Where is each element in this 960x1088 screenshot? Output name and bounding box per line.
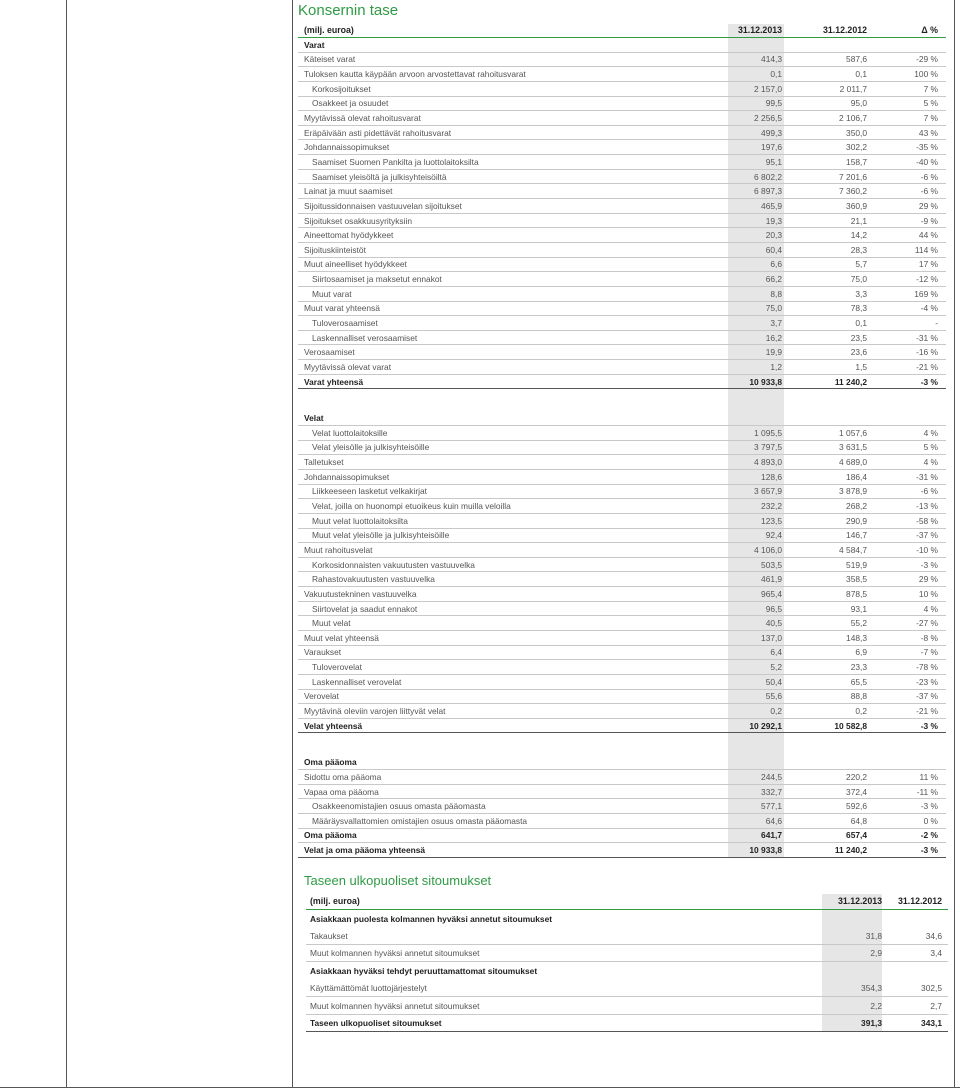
row-value-2013: 16,2 [765, 332, 782, 343]
row-label: Asiakkaan hyväksi tehdyt peruuttamattomat sitoumukset [310, 966, 538, 977]
row-value-2012: 878,5 [846, 588, 867, 599]
balance-row [298, 345, 946, 360]
row-value-2013: 4 893,0 [754, 457, 782, 468]
row-value-2012: 65,5 [850, 676, 867, 687]
balance-row [298, 675, 946, 690]
balance-row [298, 690, 946, 705]
balance-row [298, 499, 946, 514]
row-value-2013: 6 897,3 [754, 186, 782, 197]
row-label: Muut varat yhteensä [304, 303, 380, 314]
balance-row [298, 199, 946, 214]
row-label: Lainat ja muut saamiset [304, 186, 393, 197]
balance-row [298, 331, 946, 346]
frame-line-left [66, 0, 67, 1088]
row-value-2012: 7 201,6 [839, 171, 867, 182]
row-value-change: -27 % [916, 618, 938, 629]
balance-row [298, 441, 946, 456]
row-label: Tuloksen kautta käypään arvoon arvostettavat rahoitusvarat [304, 69, 526, 80]
row-value-2012: 2 106,7 [839, 113, 867, 124]
row-value-2012: 146,7 [846, 530, 867, 541]
row-value-2013: 10 933,8 [749, 376, 782, 387]
row-value-change: -12 % [916, 274, 938, 285]
offbalance-table [306, 894, 948, 1033]
row-value-2012: 587,6 [846, 54, 867, 65]
row-label: Oma pääoma [304, 830, 357, 841]
balance-row [298, 529, 946, 544]
row-value-2013: 19,9 [765, 347, 782, 358]
balance-row [298, 287, 946, 302]
row-value-2013: 4 106,0 [754, 544, 782, 555]
row-label: Korkosijoitukset [312, 83, 371, 94]
row-value-2013: 10 933,8 [749, 845, 782, 856]
row-label: Rahastovakuutusten vastuuvelka [312, 574, 435, 585]
row-label: Osakkeenomistajien osuus omasta pääomasta [312, 801, 486, 812]
row-value-2012: 3 878,9 [839, 486, 867, 497]
row-value-2012: 11 240,2 [834, 376, 867, 387]
row-label: Laskennalliset verovelat [312, 676, 402, 687]
offbalance-title: Taseen ulkopuoliset sitoumukset [304, 872, 492, 888]
row-label: Myytävinä oleviin varojen liittyvät velat [304, 706, 446, 716]
row-value-2012: 3,3 [855, 288, 867, 299]
row-value-change: 169 % [914, 288, 938, 299]
row-value-change: 10 % [918, 588, 938, 599]
balance-row [298, 82, 946, 97]
row-label: Velat ja oma pääoma yhteensä [304, 845, 426, 856]
row-label: Talletukset [304, 457, 344, 468]
row-value-2013: 2,2 [870, 1000, 882, 1011]
row-value-2013: 0,1 [770, 69, 782, 80]
row-value-2013: 123,5 [761, 515, 782, 526]
row-value-2012: 657,4 [846, 830, 867, 841]
row-value-change: -9 % [920, 215, 938, 226]
row-value-change: -4 % [920, 303, 938, 314]
row-value-2013: 99,5 [765, 98, 782, 109]
row-value-2013: 64,6 [765, 815, 782, 826]
row-value-2012: 148,3 [846, 632, 867, 643]
balance-row [298, 558, 946, 573]
row-label: Muut kolmannen hyväksi annetut sitoumukset [310, 1000, 480, 1011]
row-value-2013: 0,2 [770, 706, 782, 716]
balance-row [298, 572, 946, 587]
row-value-2012: 360,9 [846, 200, 867, 211]
row-value-2012: 93,1 [850, 603, 867, 614]
row-value-change: -21 % [916, 706, 938, 716]
balance-row [298, 814, 946, 829]
row-value-2013: 55,6 [765, 691, 782, 702]
row-value-2012: 372,4 [846, 786, 867, 797]
row-value-change: -40 % [916, 156, 938, 167]
balance-row [298, 243, 946, 258]
row-value-change: -78 % [916, 662, 938, 673]
balance-row [298, 543, 946, 558]
row-value-2013: 461,9 [761, 574, 782, 585]
balance-row [298, 602, 946, 617]
document-content [298, 0, 946, 1032]
row-value-change: -2 % [920, 830, 938, 841]
row-label: Velat yleisölle ja julkisyhteisöille [312, 442, 430, 453]
row-value-2012: 220,2 [846, 771, 867, 782]
row-value-change: -23 % [916, 676, 938, 687]
row-label: Muut velat yleisölle ja julkisyhteisöille [312, 530, 450, 541]
row-value-2012: 95,0 [850, 98, 867, 109]
row-value-2013: 66,2 [765, 274, 782, 285]
row-value-2013: 5,2 [770, 662, 782, 673]
row-label: Velat, joilla on huonompi etuoikeus kuin muilla veloilla [312, 501, 511, 512]
balance-row [298, 375, 946, 390]
balance-row [298, 455, 946, 470]
row-value-2012: 64,8 [850, 815, 867, 826]
row-value-2013: 641,7 [761, 830, 782, 841]
row-value-2013: 2 256,5 [754, 113, 782, 124]
offbalance-header-2012: 31.12.2012 [897, 896, 942, 907]
offbalance-header-unit: (milj. euroa) [310, 896, 360, 907]
offbalance-header-2013: 31.12.2013 [837, 896, 882, 907]
balance-row [298, 360, 946, 375]
row-value-change: -8 % [920, 632, 938, 643]
row-value-2013: 6 802,2 [754, 171, 782, 182]
row-label: Käteiset varat [304, 54, 356, 65]
row-value-2013: 137,0 [761, 632, 782, 643]
row-label: Myytävissä olevat rahoitusvarat [304, 113, 421, 124]
row-value-2012: 5,7 [855, 259, 867, 270]
row-value-change: -58 % [916, 515, 938, 526]
balance-row [298, 616, 946, 631]
balance-header-2012: 31.12.2012 [822, 24, 867, 35]
row-label: Taseen ulkopuoliset sitoumukset [310, 1018, 442, 1029]
balance-row [298, 272, 946, 287]
row-value-change: 44 % [918, 230, 938, 241]
row-value-2013: 965,4 [761, 588, 782, 599]
balance-row [298, 170, 946, 185]
row-label: Asiakkaan puolesta kolmannen hyväksi annetut sitoumukset [310, 913, 553, 924]
row-value-2012: 302,2 [846, 142, 867, 153]
row-value-2012: 55,2 [850, 618, 867, 629]
row-label: Velat [304, 413, 324, 424]
balance-row [298, 258, 946, 273]
row-label: Muut kolmannen hyväksi annetut sitoumukset [310, 948, 480, 959]
row-value-change: -10 % [916, 544, 938, 555]
balance-row [298, 53, 946, 68]
row-value-2013: 499,3 [761, 127, 782, 138]
row-value-change: 17 % [918, 259, 938, 270]
offbalance-row [306, 1015, 948, 1033]
row-value-2013: 232,2 [761, 501, 782, 512]
balance-sheet-table [298, 22, 946, 858]
row-value-change: 4 % [923, 427, 938, 438]
row-value-2012: 268,2 [846, 501, 867, 512]
row-value-2012: 23,5 [850, 332, 867, 343]
balance-row [298, 829, 946, 844]
row-value-2013: 75,0 [765, 303, 782, 314]
row-label: Siirtosaamiset ja maksetut ennakot [312, 274, 442, 285]
balance-row [298, 155, 946, 170]
row-label: Varaukset [304, 647, 342, 658]
row-value-2012: 186,4 [846, 471, 867, 482]
balance-header-unit: (milj. euroa) [304, 24, 354, 35]
balance-row [298, 785, 946, 800]
row-value-2013: 414,3 [761, 54, 782, 65]
row-value-change: -3 % [920, 845, 938, 856]
row-value-2012: 1,5 [855, 361, 867, 372]
balance-row [298, 411, 946, 426]
row-value-2013: 2,9 [870, 948, 882, 959]
row-value-2012: 2,7 [930, 1000, 942, 1011]
row-value-2012: 592,6 [846, 801, 867, 812]
row-value-2013: 197,6 [761, 142, 782, 153]
row-value-2013: 1,2 [770, 361, 782, 372]
row-label: Eräpäivään asti pidettävät rahoitusvarat [304, 127, 452, 138]
balance-header-row [298, 22, 946, 38]
row-label: Oma pääoma [304, 757, 357, 768]
row-value-change: -35 % [916, 142, 938, 153]
row-value-2012: 290,9 [846, 515, 867, 526]
row-value-2012: 78,3 [850, 303, 867, 314]
row-label: Takaukset [310, 930, 348, 941]
row-label: Sijoitussidonnaisen vastuuvelan sijoitukset [304, 200, 462, 211]
row-value-2012: 11 240,2 [834, 845, 867, 856]
row-value-2013: 3,7 [770, 317, 782, 328]
row-value-2013: 577,1 [761, 801, 782, 812]
row-value-2013: 2 157,0 [754, 83, 782, 94]
row-value-change: -29 % [916, 54, 938, 65]
row-value-2013: 31,8 [865, 930, 882, 941]
row-label: Osakkeet ja osuudet [312, 98, 389, 109]
offbalance-row [306, 945, 948, 963]
row-value-2012: 358,5 [846, 574, 867, 585]
row-value-2013: 128,6 [761, 471, 782, 482]
balance-row [298, 228, 946, 243]
row-value-2012: 302,5 [921, 983, 942, 994]
balance-header-2013: 31.12.2013 [737, 24, 782, 35]
row-value-2013: 6,4 [770, 647, 782, 658]
row-label: Vapaa oma pääoma [304, 786, 379, 797]
row-value-2012: 88,8 [850, 691, 867, 702]
offbalance-row [306, 927, 948, 945]
row-label: Siirtovelat ja saadut ennakot [312, 603, 418, 614]
row-label: Sijoitukset osakkuusyrityksiin [304, 215, 412, 226]
row-value-2012: 4 689,0 [839, 457, 867, 468]
row-value-change: 29 % [918, 574, 938, 585]
balance-row [298, 302, 946, 317]
offbalance-header-row [306, 894, 948, 910]
row-value-change: 11 % [919, 771, 938, 782]
frame-line-mid [292, 0, 293, 1088]
row-value-change: -7 % [920, 647, 938, 658]
row-value-2013: 40,5 [765, 618, 782, 629]
row-label: Johdannaissopimukset [304, 471, 390, 482]
row-label: Vakuutustekninen vastuuvelka [304, 588, 417, 599]
row-value-change: -3 % [920, 801, 938, 812]
row-value-change: 5 % [923, 98, 938, 109]
balance-header-change: Δ % [921, 24, 938, 35]
row-value-2013: 3 657,9 [754, 486, 782, 497]
row-value-change: 7 % [923, 113, 938, 124]
row-label: Tuloverovelat [312, 662, 362, 673]
balance-row [298, 799, 946, 814]
balance-row [298, 631, 946, 646]
balance-row [298, 214, 946, 229]
row-label: Liikkeeseen lasketut velkakirjat [312, 486, 427, 497]
row-value-2012: 3,4 [930, 948, 942, 959]
balance-row [298, 843, 946, 858]
row-value-2012: 34,6 [925, 930, 942, 941]
row-label: Varat [304, 39, 325, 50]
row-value-2013: 332,7 [761, 786, 782, 797]
balance-row [298, 111, 946, 126]
row-value-2012: 0,1 [855, 69, 867, 80]
row-value-change: -6 % [920, 171, 938, 182]
row-value-2013: 20,3 [765, 230, 782, 241]
balance-row [298, 514, 946, 529]
row-value-2013: 96,5 [765, 603, 782, 614]
row-value-change: 0 % [923, 815, 938, 826]
row-label: Sijoituskiinteistöt [304, 244, 366, 255]
row-label: Saamiset yleisöltä ja julkisyhteisöiltä [312, 171, 447, 182]
row-value-2012: 28,3 [850, 244, 867, 255]
row-value-2012: 23,3 [850, 662, 867, 673]
row-value-2012: 21,1 [850, 215, 867, 226]
row-value-2013: 92,4 [765, 530, 782, 541]
row-value-2013: 6,6 [770, 259, 782, 270]
row-value-change: 5 % [923, 442, 938, 453]
row-value-change: 7 % [923, 83, 938, 94]
row-label: Käyttämättömät luottojärjestelyt [310, 983, 427, 994]
row-label: Muut velat luottolaitoksilta [312, 515, 408, 526]
offbalance-row [306, 910, 948, 928]
row-value-2012: 75,0 [850, 274, 867, 285]
balance-row [298, 67, 946, 82]
row-label: Verovelat [304, 691, 339, 702]
row-label: Aineettomat hyödykkeet [304, 230, 394, 241]
balance-row [298, 755, 946, 770]
row-value-2013: 8,8 [770, 288, 782, 299]
row-value-2012: 350,0 [846, 127, 867, 138]
row-value-2012: 10 582,8 [834, 720, 867, 731]
row-value-change: -13 % [916, 501, 938, 512]
row-value-change: 4 % [923, 603, 938, 614]
row-value-2013: 465,9 [761, 200, 782, 211]
row-value-2013: 503,5 [761, 559, 782, 570]
balance-row [298, 126, 946, 141]
balance-row [298, 97, 946, 112]
row-value-2012: 519,9 [846, 559, 867, 570]
row-label: Verosaamiset [304, 347, 355, 358]
row-value-change: -31 % [916, 471, 938, 482]
row-value-change: -37 % [916, 530, 938, 541]
balance-row [298, 38, 946, 53]
row-value-change: -21 % [916, 361, 938, 372]
row-label: Saamiset Suomen Pankilta ja luottolaitoksilta [312, 156, 479, 167]
row-value-change: 29 % [918, 200, 938, 211]
row-value-change: 114 % [914, 244, 938, 255]
row-value-change: 100 % [914, 69, 938, 80]
balance-sheet-title: Konsernin tase [298, 2, 399, 19]
row-value-2013: 60,4 [765, 244, 782, 255]
row-value-2013: 354,3 [861, 983, 882, 994]
balance-row [298, 770, 946, 785]
row-label: Muut velat [312, 618, 351, 629]
balance-row [298, 470, 946, 485]
row-value-change: -6 % [920, 186, 938, 197]
balance-row [298, 184, 946, 199]
row-label: Velat yhteensä [304, 720, 363, 731]
row-value-change: -37 % [916, 691, 938, 702]
balance-row [298, 646, 946, 661]
balance-row [298, 485, 946, 500]
row-label: Velat luottolaitoksille [312, 427, 388, 438]
row-label: Korkosidonnaisten vakuutusten vastuuvelka [312, 559, 475, 570]
row-value-change: -16 % [916, 347, 938, 358]
row-label: Muut velat yhteensä [304, 632, 379, 643]
row-value-2013: 95,1 [765, 156, 782, 167]
row-value-2013: 19,3 [765, 215, 782, 226]
row-label: Muut varat [312, 288, 352, 299]
row-value-change: - [935, 317, 938, 328]
balance-row [298, 704, 946, 719]
row-label: Sidottu oma pääoma [304, 771, 382, 782]
row-value-2012: 2 011,7 [839, 83, 867, 94]
row-value-2013: 50,4 [765, 676, 782, 687]
row-value-2012: 14,2 [850, 230, 867, 241]
row-value-change: 43 % [918, 127, 938, 138]
row-value-change: -11 % [916, 786, 938, 797]
row-label: Tuloverosaamiset [312, 317, 378, 328]
row-label: Varat yhteensä [304, 376, 364, 387]
row-label: Muut rahoitusvelat [304, 544, 373, 555]
row-value-change: -3 % [920, 559, 938, 570]
row-label: Myytävissä olevat varat [304, 361, 392, 372]
row-value-2012: 343,1 [921, 1018, 942, 1029]
balance-row [298, 587, 946, 602]
row-value-2012: 1 057,6 [839, 427, 867, 438]
row-value-change: -31 % [916, 332, 938, 343]
row-value-change: -3 % [920, 720, 938, 731]
row-value-2013: 244,5 [761, 771, 782, 782]
row-value-change: 4 % [923, 457, 938, 468]
balance-row [298, 719, 946, 734]
row-label: Määräysvallattomien omistajien osuus omasta pääomasta [312, 815, 528, 826]
offbalance-row [306, 980, 948, 998]
row-value-2012: 0,2 [855, 706, 867, 716]
row-value-2012: 158,7 [846, 156, 867, 167]
row-value-2013: 3 797,5 [754, 442, 782, 453]
row-value-2012: 3 631,5 [839, 442, 867, 453]
row-value-2013: 391,3 [861, 1018, 882, 1029]
row-value-2012: 0,1 [855, 317, 867, 328]
balance-row [298, 316, 946, 331]
row-label: Johdannaissopimukset [304, 142, 390, 153]
row-value-2012: 4 584,7 [839, 544, 867, 555]
row-value-change: -3 % [920, 376, 938, 387]
row-label: Muut aineelliset hyödykkeet [304, 259, 407, 270]
row-value-2012: 23,6 [850, 347, 867, 358]
frame-line-right [954, 0, 955, 1088]
row-value-2012: 7 360,2 [839, 186, 867, 197]
balance-row [298, 660, 946, 675]
row-value-2013: 10 292,1 [749, 720, 782, 731]
balance-row [298, 140, 946, 155]
row-value-2012: 6,9 [855, 647, 867, 658]
offbalance-row [306, 962, 948, 980]
offbalance-row [306, 997, 948, 1015]
balance-row [298, 426, 946, 441]
row-label: Laskennalliset verosaamiset [312, 332, 418, 343]
row-value-2013: 1 095,5 [754, 427, 782, 438]
row-value-change: -6 % [920, 486, 938, 497]
